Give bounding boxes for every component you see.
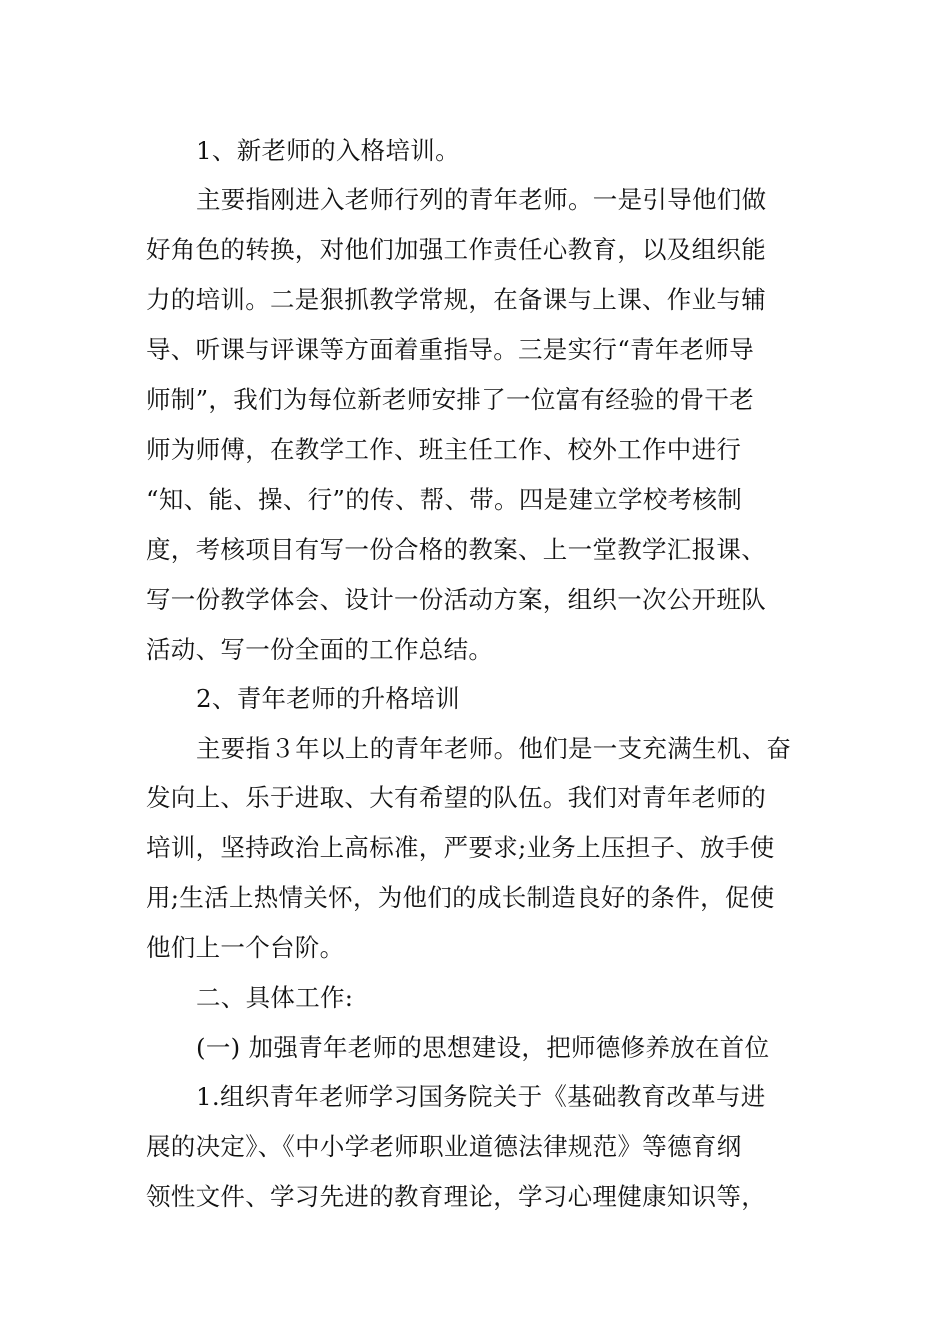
subsection-heading: (一) 加强青年老师的思想建设，把师德修养放在首位	[196, 1033, 770, 1062]
paragraph-line: 主要指３年以上的青年老师。他们是一支充满生机、奋	[196, 734, 792, 763]
paragraph-line: 用;生活上热情关怀，为他们的成长制造良好的条件，促使	[146, 883, 775, 912]
paragraph-line: 好角色的转换，对他们加强工作责任心教育，以及组织能	[146, 235, 766, 264]
section-heading-specific-work: 二、具体工作:	[196, 983, 354, 1012]
paragraph-line: 导、听课与评课等方面着重指导。三是实行“青年老师导	[146, 335, 755, 364]
paragraph-line: 师制”，我们为每位新老师安排了一位富有经验的骨干老	[146, 385, 755, 414]
paragraph-line: 主要指刚进入老师行列的青年老师。一是引导他们做	[196, 185, 767, 214]
paragraph-line: 他们上一个台阶。	[146, 933, 345, 962]
paragraph-line: 写一份教学体会、设计一份活动方案，组织一次公开班队	[146, 585, 766, 614]
paragraph-line: 发向上、乐于进取、大有希望的队伍。我们对青年老师的	[146, 783, 766, 812]
paragraph-line: “知、能、操、行”的传、帮、带。四是建立学校考核制	[146, 485, 743, 514]
paragraph-line: 1.组织青年老师学习国务院关于《基础教育改革与进	[196, 1082, 766, 1111]
paragraph-line: 力的培训。二是狠抓教学常规，在备课与上课、作业与辅	[146, 285, 766, 314]
heading-new-teacher-training: 1、新老师的入格培训。	[196, 136, 460, 165]
paragraph-line: 领性文件、学习先进的教育理论，学习心理健康知识等，	[146, 1182, 766, 1211]
paragraph-line: 培训，坚持政治上高标准，严要求;业务上压担子、放手使	[146, 833, 775, 862]
paragraph-line: 师为师傅，在教学工作、班主任工作、校外工作中进行	[146, 435, 742, 464]
paragraph-line: 度，考核项目有写一份合格的教案、上一堂教学汇报课、	[146, 535, 766, 564]
heading-upgrade-training: 2、青年老师的升格培训	[196, 684, 460, 713]
paragraph-line: 展的决定》、《中小学老师职业道德法律规范》等德育纲	[146, 1132, 742, 1161]
paragraph-line: 活动、写一份全面的工作总结。	[146, 635, 494, 664]
